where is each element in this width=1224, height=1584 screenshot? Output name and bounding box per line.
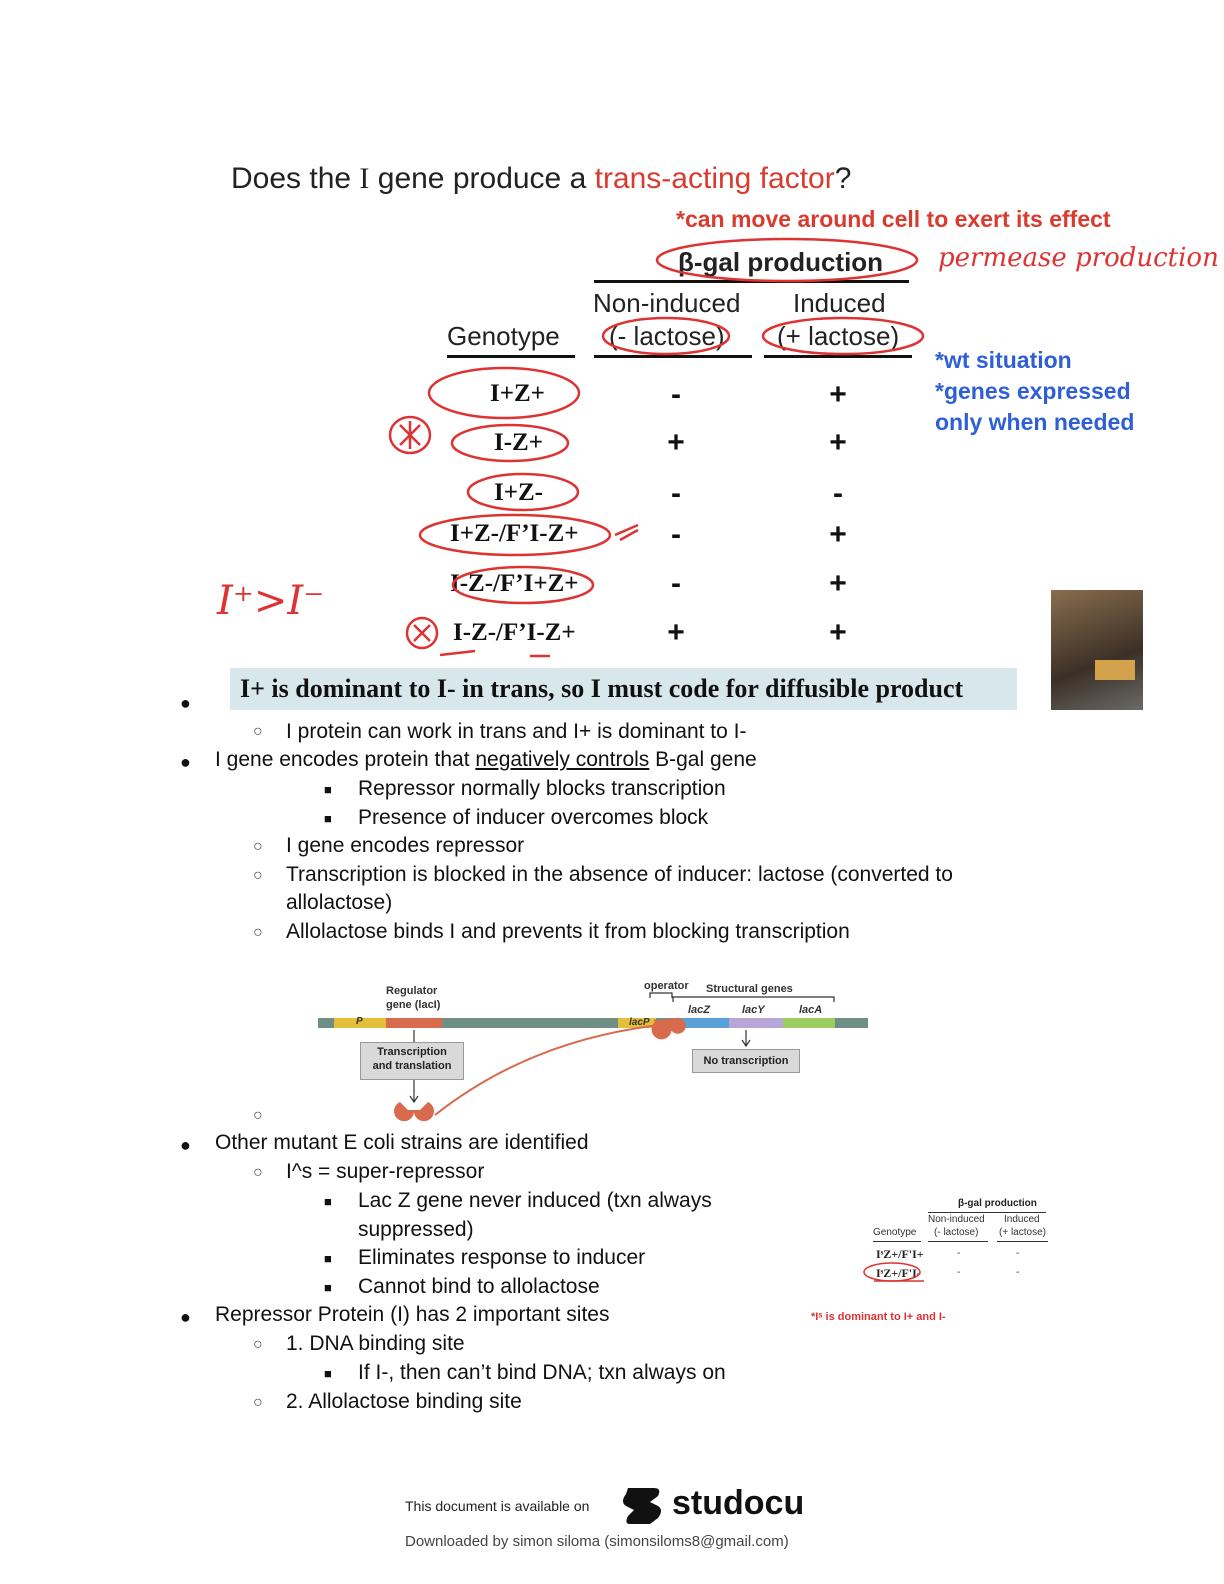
col-noninduced: Non-induced <box>593 288 741 318</box>
label-structural-genes: Structural genes <box>706 983 793 995</box>
star-mark-row-2 <box>400 421 420 449</box>
small-row-2-b: - <box>1016 1267 1020 1278</box>
bullet-circle: ○ <box>253 924 263 941</box>
handwritten-annotations <box>380 235 940 665</box>
note-if-i-minus: If I-, then can’t bind DNA; txn always on <box>358 1361 726 1384</box>
circle-minus-lactose <box>603 318 729 354</box>
note-cannot-bind: Cannot bind to allolactose <box>358 1275 600 1298</box>
genotype-row-3: I+Z- <box>494 479 543 506</box>
circle-row-2 <box>452 425 568 461</box>
blue-note-3: only when needed <box>935 409 1135 435</box>
small-row-1-genotype: IˢZ+/F'I+ <box>876 1247 924 1261</box>
row-2-induced: + <box>829 426 847 459</box>
label-lacz: lacZ <box>688 1004 711 1016</box>
studocu-logo-text[interactable]: studocu <box>672 1484 805 1522</box>
note-lacz-never-induced-cont: suppressed) <box>358 1218 474 1241</box>
note-transcription-blocked-cont: allolactose) <box>286 891 393 914</box>
row-3-induced: - <box>833 477 843 510</box>
repressor-arrow <box>435 1025 660 1115</box>
small-table-rule <box>928 1212 1046 1213</box>
box-no-transcription: No transcription <box>692 1049 800 1073</box>
small-col1b: (- lactose) <box>934 1227 979 1238</box>
row-6-induced: + <box>829 616 847 649</box>
bullet-circle: ○ <box>253 1394 263 1411</box>
note-other-mutants: Other mutant E coli strains are identified <box>215 1131 589 1154</box>
note-lacz-never-induced: Lac Z gene never induced (txn always <box>358 1189 712 1212</box>
small-table-caption: *Iˢ is dominant to I+ and I- <box>811 1311 946 1323</box>
box-text-1: Transcription <box>377 1046 447 1058</box>
small-rule-2 <box>928 1241 988 1242</box>
bullet-circle: ○ <box>253 867 263 884</box>
bullet-circle: ○ <box>253 838 263 855</box>
note-transcription-blocked: Transcription is blocked in the absence of inducer: lactose (converted to <box>286 863 953 886</box>
small-col2a: Induced <box>1004 1214 1040 1225</box>
studocu-logo-icon <box>620 1482 666 1528</box>
note-eliminates-response: Eliminates response to inducer <box>358 1246 646 1269</box>
row-2-noninduced: + <box>667 426 685 459</box>
note-underline: negatively controls <box>475 748 650 771</box>
bullet-circle: ○ <box>253 1107 263 1124</box>
circle-row-5 <box>453 567 593 603</box>
col-noninduced-sub: (- lactose) <box>609 321 725 351</box>
note-inducer-overcomes: Presence of inducer overcomes block <box>358 806 709 829</box>
footer-available: This document is available on <box>405 1498 590 1514</box>
label-laca: lacA <box>799 1004 823 1016</box>
row-6-noninduced: + <box>667 616 685 649</box>
row-1-induced: + <box>829 378 847 411</box>
note-dna-binding-site: 1. DNA binding site <box>286 1332 465 1355</box>
conclusion-banner: I+ is dominant to I- in trans, so I must code for diffusible product <box>230 668 1017 710</box>
row-5-noninduced: - <box>671 567 681 600</box>
small-table-annotation <box>862 1260 932 1284</box>
handwritten-i-dominance: I⁺>I⁻ <box>217 578 325 624</box>
circle-bgal-header <box>657 239 917 281</box>
webcam-thumbnail <box>1051 590 1143 710</box>
small-table-header: β-gal production <box>958 1198 1037 1209</box>
col-induced-sub: (+ lactose) <box>777 321 900 351</box>
bullet-square: ■ <box>324 782 332 797</box>
col-induced: Induced <box>793 288 886 318</box>
circle-row-3 <box>468 474 578 510</box>
bullet-square: ■ <box>324 1251 332 1266</box>
row-5-induced: + <box>829 567 847 600</box>
footer-downloaded: Downloaded by simon siloma (simonsiloms8@gmail.com) <box>405 1533 789 1550</box>
bullet-square: ■ <box>324 1280 332 1295</box>
circle-plus-lactose <box>763 318 923 354</box>
circle-row-1 <box>429 368 579 418</box>
handwritten-permease: permease production <box>938 243 1219 273</box>
note-i-encodes-repressor: I gene encodes repressor <box>286 834 525 857</box>
title-trans-acting: trans-acting factor <box>594 162 835 195</box>
label-operator: operator <box>644 980 689 992</box>
small-col2b: (+ lactose) <box>999 1227 1046 1238</box>
title-text-1: Does the <box>231 162 360 195</box>
small-col-genotype: Genotype <box>873 1227 917 1238</box>
bullet-square: ■ <box>324 1366 332 1381</box>
small-rule-1 <box>873 1241 921 1242</box>
note-super-repressor: I^s = super-repressor <box>286 1160 485 1183</box>
note-allolactose-site: 2. Allolactose binding site <box>286 1390 522 1413</box>
small-col1a: Non-induced <box>928 1214 985 1225</box>
note-i-protein-trans: I protein can work in trans and I+ is dominant to I- <box>286 720 747 743</box>
small-row-2-a: - <box>957 1267 961 1278</box>
genotype-row-1: I+Z+ <box>490 380 545 407</box>
title-text-2: I <box>359 162 370 195</box>
bullet-square: ■ <box>324 1194 332 1209</box>
slide-title <box>231 162 851 196</box>
note-i-gene-negative-control <box>215 748 757 772</box>
bullet-square: ■ <box>324 811 332 826</box>
note-text: B-gal gene <box>649 748 757 771</box>
blue-note-2: *genes expressed <box>935 378 1131 404</box>
small-rule-3 <box>997 1241 1048 1242</box>
row-4-noninduced: - <box>671 518 681 551</box>
label-p1: P <box>356 1016 363 1027</box>
genotype-row-2: I-Z+ <box>494 429 543 456</box>
small-row-2-genotype: IˢZ+/F'I- <box>876 1266 921 1280</box>
title-text-4: ? <box>834 162 852 195</box>
underline-row-6 <box>440 651 550 656</box>
box-text-2: and translation <box>372 1060 452 1072</box>
small-row-1-b: - <box>1016 1248 1020 1259</box>
label-lacy: lacY <box>742 1004 765 1016</box>
note-allolactose-binds: Allolactose binds I and prevents it from blocking transcription <box>286 920 850 943</box>
col-genotype: Genotype <box>447 321 560 351</box>
bullet-dot: ● <box>180 1135 191 1155</box>
note-repressor-sites: Repressor Protein (I) has 2 important sites <box>215 1303 610 1326</box>
blue-note-1: *wt situation <box>935 347 1072 373</box>
note-trans-acting: *can move around cell to exert its effect <box>676 206 1111 232</box>
row-4-induced: + <box>829 518 847 551</box>
genotype-row-5: I-Z-/F’I+Z+ <box>450 570 579 597</box>
label-regulator: Regulator <box>386 985 438 997</box>
webcam-poster <box>1095 660 1135 680</box>
bullet-dot: ● <box>180 693 191 713</box>
repressor-bound-shape <box>652 1018 686 1040</box>
note-text: I gene encodes protein that <box>215 748 476 771</box>
bullet-circle: ○ <box>253 1336 263 1353</box>
repressor-free-shape <box>394 1102 434 1121</box>
row-1-noninduced: - <box>671 378 681 411</box>
bullet-dot: ● <box>180 1307 191 1327</box>
box-transcription-translation <box>360 1042 464 1080</box>
row-3-noninduced: - <box>671 477 681 510</box>
label-regulator-gene: gene (lacI) <box>386 999 441 1011</box>
bullet-circle: ○ <box>253 723 263 740</box>
genotype-row-6: I-Z-/F’I-Z+ <box>453 619 576 646</box>
bullet-circle: ○ <box>253 1164 263 1181</box>
star-mark-row-6 <box>414 625 430 641</box>
bullet-dot: ● <box>180 752 191 772</box>
label-lacp: lacP <box>629 1017 650 1028</box>
small-row-1-a: - <box>957 1248 961 1259</box>
circle-row-4 <box>420 515 610 555</box>
arrow-row-4 <box>615 525 638 540</box>
genotype-row-4: I+Z-/F’I-Z+ <box>450 520 579 547</box>
title-text-3: gene produce a <box>369 162 595 195</box>
note-repressor-blocks: Repressor normally blocks transcription <box>358 777 726 800</box>
table-header-bgal: β-gal production <box>678 247 884 277</box>
